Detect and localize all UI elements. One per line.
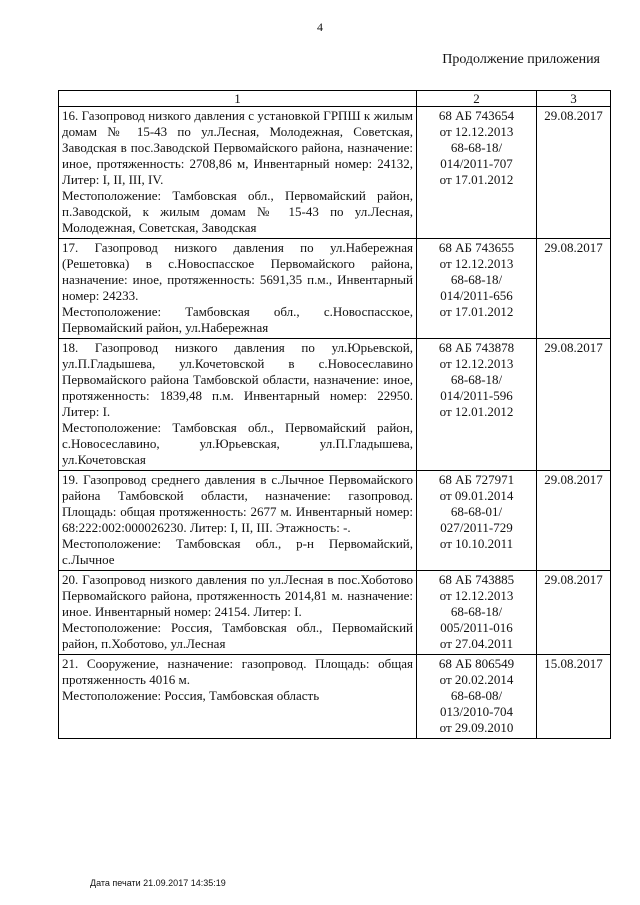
registration-line: 013/2010-704	[440, 704, 513, 719]
registration-line: от 17.01.2012	[439, 304, 514, 319]
date-cell: 29.08.2017	[537, 107, 611, 239]
registration-line: 68-68-18/	[450, 372, 503, 387]
date-cell: 29.08.2017	[537, 339, 611, 471]
registration-line: 68-68-18/	[450, 604, 503, 619]
registration-line: 68 АБ 743655	[438, 240, 515, 255]
registration-line: 014/2011-656	[440, 288, 513, 303]
object-location: Местоположение: Тамбовская обл., с.Новоспасское, Первомайский район, ул.Набережная	[62, 304, 413, 335]
registration-cell	[417, 655, 537, 739]
registration-line: 014/2011-596	[440, 388, 513, 403]
registration-line: от 10.10.2011	[439, 536, 514, 551]
column-header-3: 3	[537, 91, 611, 107]
table-row	[59, 655, 611, 739]
registration-line: 005/2011-016	[440, 620, 513, 635]
object-description: 18. Газопровод низкого давления по ул.Юрьевской, ул.П.Гладышева, ул.Кочетовской в с.Новосеславино Первомайского района Тамбовской области, назначение: иное, протяженность: 1839,48 п.м. Инвентарный номер: 22950. Литер: I.	[62, 340, 413, 419]
object-description-cell	[59, 239, 417, 339]
object-description: 19. Газопровод среднего давления в с.Лычное Первомайского района Тамбовской области, назначение: газопровод. Площадь: общая протяженность: 2677 м. Инвентарный номер: 68:222:002:000026230. Литер: I, II, III. Этажность: -.	[62, 472, 413, 535]
registration-line: от 12.12.2013	[439, 356, 514, 371]
object-description-cell	[59, 107, 417, 239]
registration-line: 68 АБ 806549	[438, 656, 515, 671]
continuation-label: Продолжение приложения	[442, 52, 600, 67]
date-cell: 29.08.2017	[537, 571, 611, 655]
table-row	[59, 107, 611, 239]
registration-line: от 12.12.2013	[439, 256, 514, 271]
registration-line: 68 АБ 743885	[438, 572, 515, 587]
object-description-cell	[59, 471, 417, 571]
property-table	[58, 90, 611, 739]
object-location: Местоположение: Россия, Тамбовская обл., Первомайский район, п.Хоботово, ул.Лесная	[62, 620, 413, 651]
registration-cell	[417, 239, 537, 339]
registration-line: от 12.01.2012	[439, 404, 514, 419]
object-description-cell	[59, 571, 417, 655]
date-cell: 29.08.2017	[537, 239, 611, 339]
registration-cell	[417, 339, 537, 471]
registration-line: от 12.12.2013	[439, 588, 514, 603]
registration-line: 68-68-18/	[450, 272, 503, 287]
page-number: 4	[317, 20, 323, 34]
object-description-cell	[59, 339, 417, 471]
registration-line: от 09.01.2014	[439, 488, 514, 503]
registration-line: 68 АБ 727971	[438, 472, 515, 487]
registration-line: 014/2011-707	[440, 156, 513, 171]
registration-cell	[417, 471, 537, 571]
registration-cell	[417, 571, 537, 655]
object-description-cell	[59, 655, 417, 739]
date-cell: 15.08.2017	[537, 655, 611, 739]
registration-line: 68-68-08/	[450, 688, 503, 703]
object-location: Местоположение: Тамбовская обл., Первомайский район, п.Заводской, к жилым домам № 15-43 по ул.Лесная, Молодежная, Советская, Заводская	[62, 188, 413, 235]
object-description: 17. Газопровод низкого давления по ул.Набережная (Решетовка) в с.Новоспасское Первомайского района, назначение: иное, протяженность: 5691,35 п.м., Инвентарный номер: 24233.	[62, 240, 413, 303]
table-row	[59, 571, 611, 655]
column-header-2: 2	[417, 91, 537, 107]
object-description: 20. Газопровод низкого давления по ул.Лесная в пос.Хоботово Первомайского района, протяженность 2014,81 м. назначение: иное. Инвентарный номер: 24154. Литер: I.	[62, 572, 413, 619]
registration-line: 027/2011-729	[440, 520, 513, 535]
table-row	[59, 239, 611, 339]
registration-line: 68 АБ 743654	[438, 108, 515, 123]
table-row	[59, 471, 611, 571]
table-row	[59, 339, 611, 471]
registration-line: 68 АБ 743878	[438, 340, 515, 355]
object-location: Местоположение: Тамбовская обл., р-н Первомайский, с.Лычное	[62, 536, 413, 567]
registration-line: от 12.12.2013	[439, 124, 514, 139]
object-location: Местоположение: Россия, Тамбовская область	[62, 688, 320, 703]
object-description: 21. Сооружение, назначение: газопровод. Площадь: общая протяженность 4016 м.	[62, 656, 413, 687]
registration-cell	[417, 107, 537, 239]
table-body	[59, 91, 611, 739]
registration-line: от 17.01.2012	[439, 172, 514, 187]
object-location: Местоположение: Тамбовская обл., Первомайский район, с.Новосеславино, ул.Юрьевская, ул.П.Гладышева, ул.Кочетовская	[62, 420, 413, 467]
registration-line: от 27.04.2011	[439, 636, 514, 651]
print-date: Дата печати 21.09.2017 14:35:19	[90, 878, 226, 888]
registration-line: от 20.02.2014	[439, 672, 514, 687]
registration-line: от 29.09.2010	[439, 720, 514, 735]
column-header-1: 1	[59, 91, 417, 107]
object-description: 16. Газопровод низкого давления с установкой ГРПШ к жилым домам № 15-43 по ул.Лесная, Молодежная, Советская, Заводская в пос.Заводской Первомайского района, назначение: иное, протяженность: 2708,86 м, Инвентарный номер: 24132, Литер: I, II, III, IV.	[62, 108, 413, 187]
registration-line: 68-68-18/	[450, 140, 503, 155]
date-cell: 29.08.2017	[537, 471, 611, 571]
table-header-row	[59, 91, 611, 107]
registration-line: 68-68-01/	[450, 504, 503, 519]
